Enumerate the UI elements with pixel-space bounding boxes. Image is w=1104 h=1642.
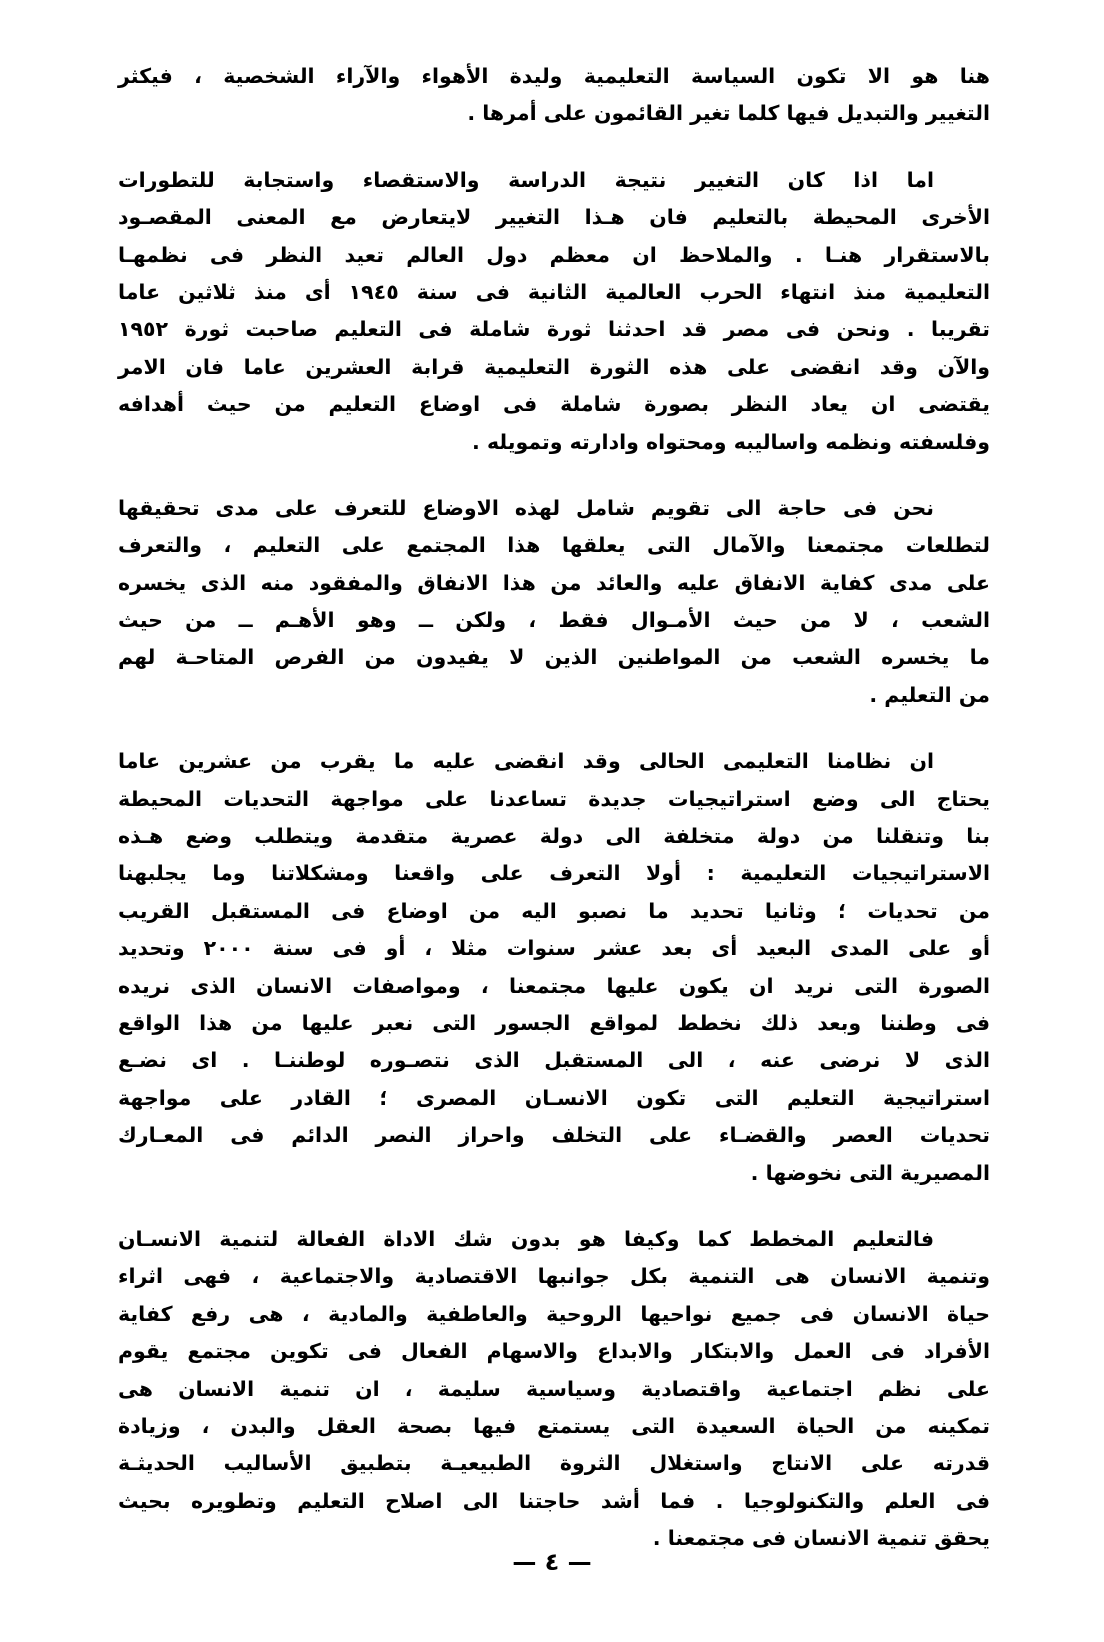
text-line: ان نظامنا التعليمى الحالى وقد انقضى عليه ما يقرب من عشرين عاما — [118, 749, 934, 774]
text-line: والآن وقد انقضى على هذه الثورة التعليمية قرابة العشرين عاما فان الامر — [118, 354, 990, 379]
text-line: قدرته على الانتاج واستغلال الثروة الطبيعيـة بتطبيق الأساليب الحديثـة — [118, 1451, 990, 1476]
text-line: الشعب ، لا من حيث الأمـوال فقط ، ولكن ــ وهو الأهـم ــ من حيث — [118, 608, 990, 633]
document-page — [118, 58, 990, 1586]
text-line: يحتاج الى وضع استراتيجيات جديدة تساعدنا على مواجهة التحديات المحيطة — [118, 786, 990, 811]
text-line: استراتيجية التعليم التى تكون الانسـان المصرى ؛ القادر على مواجهة — [118, 1085, 990, 1110]
text-line: تقريبا . ونحن فى مصر قد احدثنا ثورة شاملة فى التعليم صاحبت ثورة ١٩٥٢ — [118, 317, 990, 342]
text-line: تحديات العصر والقضـاء على التخلف واحراز النصر الدائم فى المعـارك — [118, 1123, 990, 1148]
text-line: على نظم اجتماعية واقتصادية وسياسية سليمة ، ان تنمية الانسان هى — [118, 1376, 990, 1401]
text-line: أو على المدى البعيد أى بعد عشر سنوات مثلا ، أو فى سنة ٢٠٠٠ وتحديد — [118, 936, 990, 961]
text-line: اما اذا كان التغيير نتيجة الدراسة والاستقصاء واستجابة للتطورات — [118, 167, 934, 192]
text-line: ما يخسره الشعب من المواطنين الذين لا يفيدون من الفرص المتاحـة لهم — [118, 645, 990, 670]
text-line: المصيرية التى نخوضها . — [750, 1160, 990, 1185]
text-line: على مدى كفاية الانفاق عليه والعائد من هذا الانفاق والمفقود منه الذى يخسره — [118, 570, 990, 595]
text-line: التعليمية منذ انتهاء الحرب العالمية الثانية فى سنة ١٩٤٥ أى منذ ثلاثين عاما — [118, 279, 990, 304]
text-line: حياة الانسان فى جميع نواحيها الروحية والعاطفية والمادية ، هى رفع كفاية — [118, 1301, 990, 1326]
text-line: الاستراتيجيات التعليمية : أولا التعرف على واقعنا ومشكلاتنا وما يجلبهنا — [118, 861, 990, 886]
text-line: وتنمية الانسان هى التنمية بكل جوانبها الاقتصادية والاجتماعية ، فهى اثراء — [118, 1264, 990, 1289]
text-line: يحقق تنمية الانسان فى مجتمعنا . — [652, 1526, 990, 1551]
text-line: فى وطننا وبعد ذلك نخطط لمواقع الجسور التى نعبر عليها من هذا الواقع — [118, 1010, 990, 1035]
text-line: الأخرى المحيطة بالتعليم فان هـذا التغيير لايتعارض مع المعنى المقصـود — [118, 205, 990, 230]
text-line: فى العلم والتكنولوجيا . فما أشد حاجتنا الى اصلاح التعليم وتطويره بحيث — [118, 1488, 990, 1513]
text-line: وفلسفته ونظمه واساليبه ومحتواه وادارته وتمويله . — [472, 429, 990, 454]
text-line: بنا وتنقلنا من دولة متخلفة الى دولة عصرية متقدمة ويتطلب وضع هـذه — [118, 824, 990, 849]
text-line: الأفراد فى العمل والابتكار والابداع والاسهام الفعال فى تكوين مجتمع يقوم — [118, 1339, 990, 1364]
paragraph-1 — [118, 58, 990, 133]
paragraph-4 — [118, 743, 990, 1192]
paragraph-3 — [118, 490, 990, 714]
text-line: يقتضى ان يعاد النظر بصورة شاملة فى اوضاع التعليم من حيث أهدافه — [118, 392, 990, 417]
text-line: الصورة التى نريد ان يكون عليها مجتمعنا ، ومواصفات الانسان الذى نريده — [118, 973, 990, 998]
text-line: لتطلعات مجتمعنا والآمال التى يعلقها هذا المجتمع على التعليم ، والتعرف — [118, 533, 990, 558]
text-line: من تحديات ؛ وثانيا تحديد ما نصبو اليه من اوضاع فى المستقبل القريب — [118, 898, 990, 923]
text-line: من التعليم . — [869, 682, 990, 707]
text-line: بالاستقرار هنـا . والملاحظ ان معظم دول العالم تعيد النظر فى نظمهـا — [118, 242, 990, 267]
text-line: فالتعليم المخطط كما وكيفا هو بدون شك الاداة الفعالة لتنمية الانسـان — [118, 1226, 934, 1251]
text-line: تمكينه من الحياة السعيدة التى يستمتع فيها بصحة العقل والبدن ، وزيادة — [118, 1413, 990, 1438]
page-number: — ٤ — — [512, 1548, 592, 1576]
paragraph-5 — [118, 1221, 990, 1558]
text-line: الذى لا نرضى عنه ، الى المستقبل الذى نتصـوره لوطننـا . اى نضـع — [118, 1048, 990, 1073]
text-line: التغيير والتبديل فيها كلما تغير القائمون على أمرها . — [467, 101, 990, 126]
text-line: نحن فى حاجة الى تقويم شامل لهذه الاوضاع للتعرف على مدى تحقيقها — [118, 495, 934, 520]
paragraph-2 — [118, 162, 990, 461]
text-line: هنا هو الا تكون السياسة التعليمية وليدة الأهواء والآراء الشخصية ، فيكثر — [118, 64, 990, 88]
